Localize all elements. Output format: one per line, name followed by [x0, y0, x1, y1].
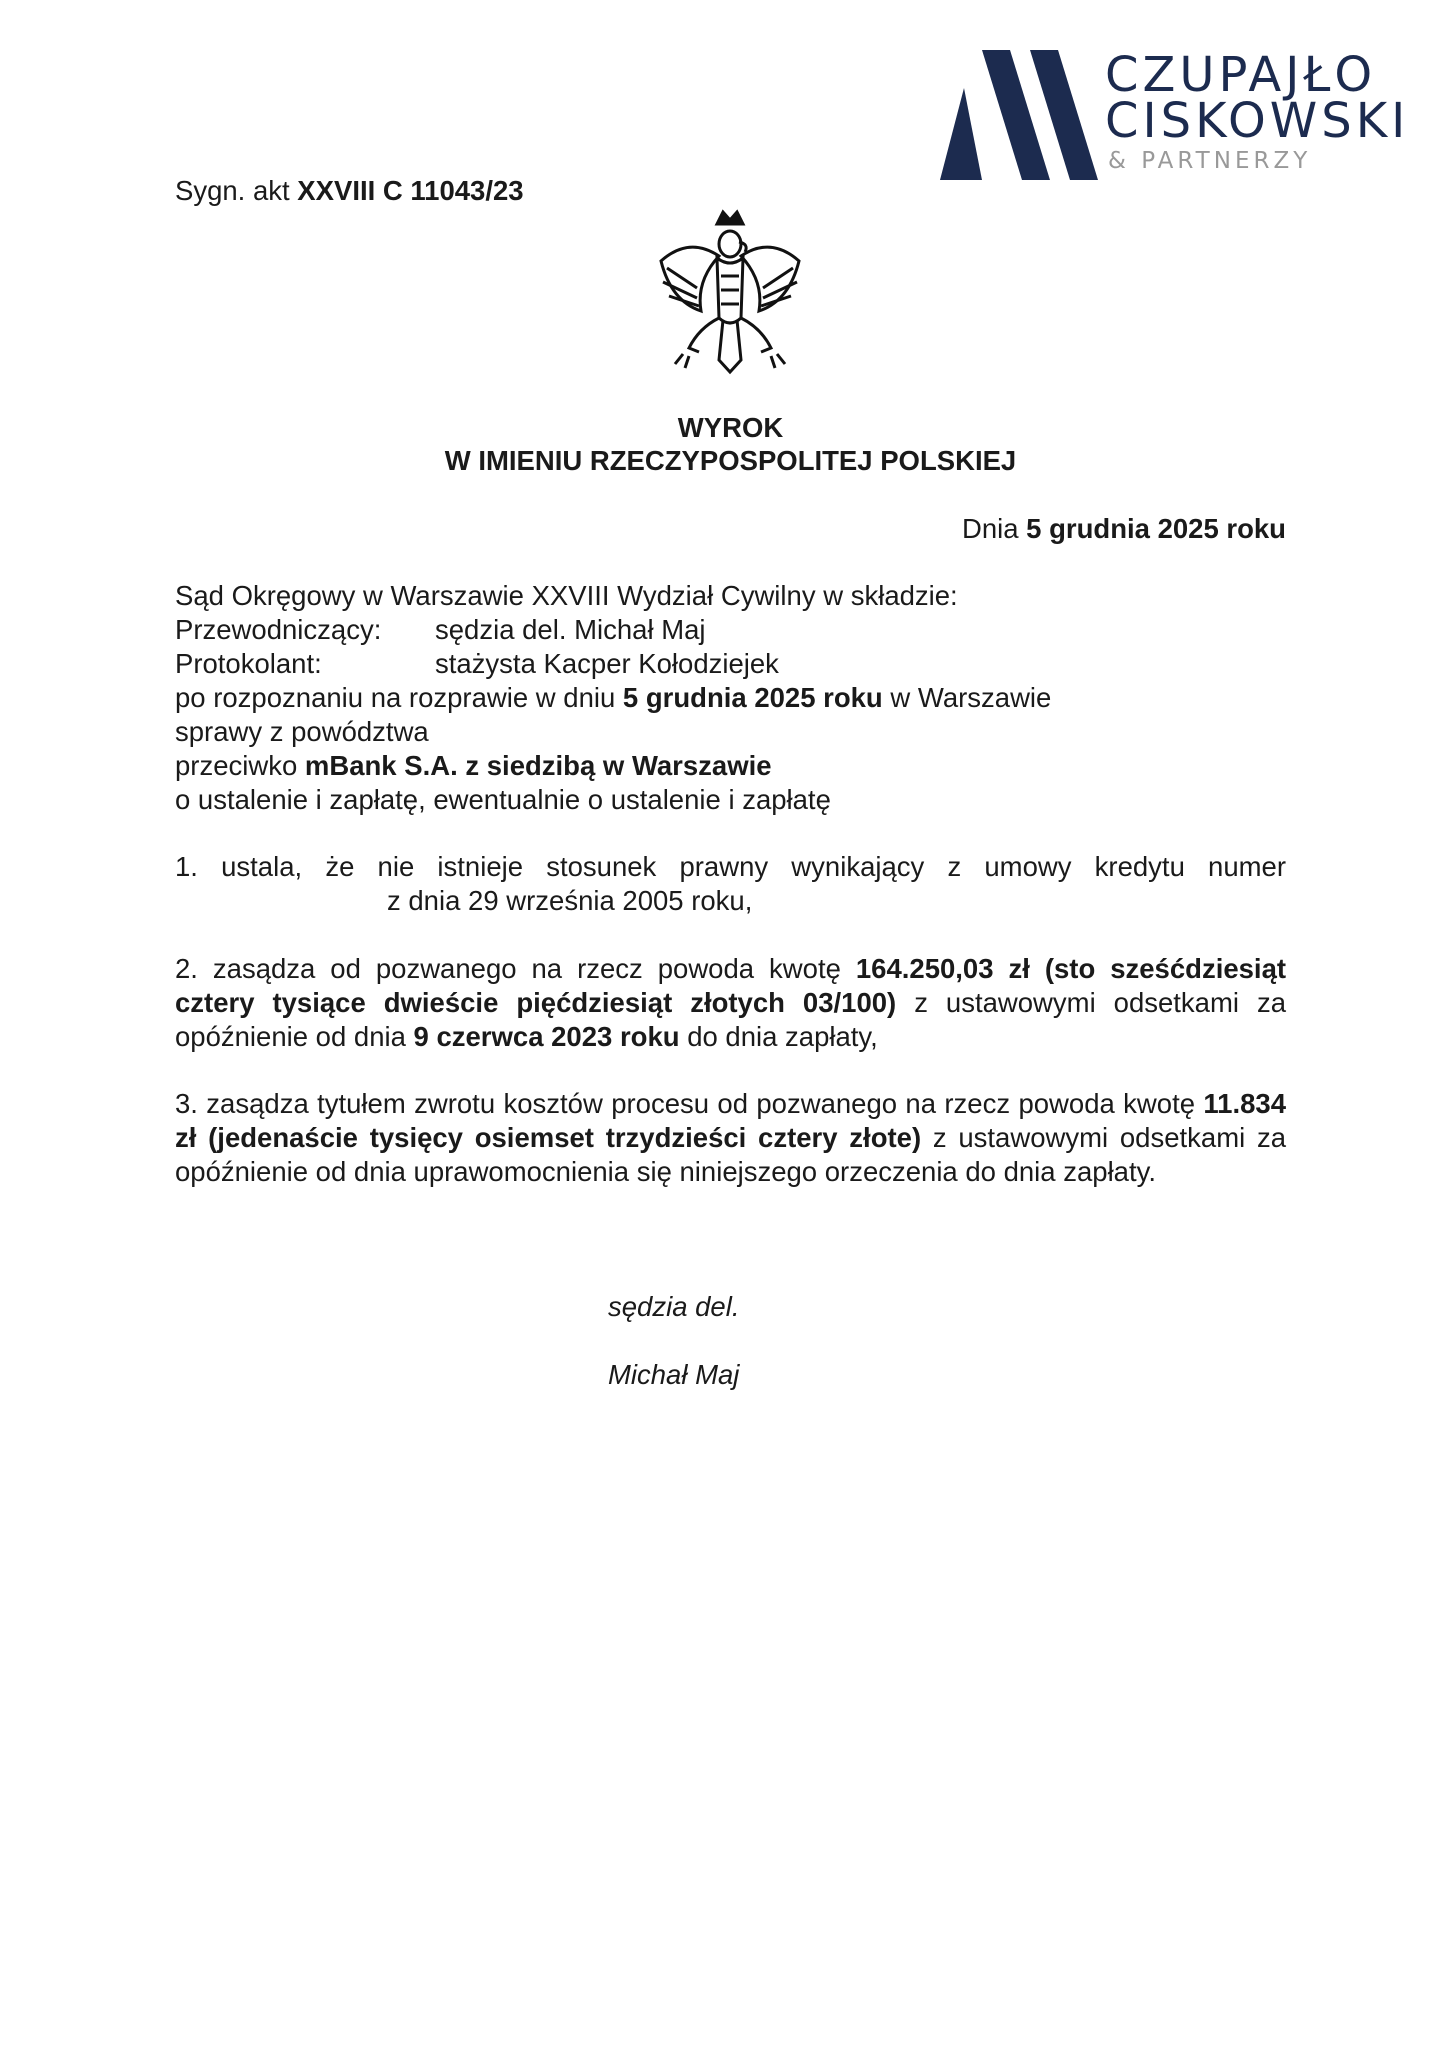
judgment-date — [962, 512, 1286, 546]
logo-line3: & PARTNERZY — [1108, 148, 1312, 174]
case-reference — [175, 174, 524, 208]
judgment-title: WYROK — [677, 412, 784, 443]
signature-title: sędzia del. — [608, 1291, 740, 1322]
logo-mark-icon — [940, 48, 1100, 183]
item-2-amount: 164.250,03 zł (sto sześćdziesiąt cztery tysiące dwieście pięćdziesiąt złotych 03/100) — [175, 953, 1287, 1018]
clerk-row — [175, 647, 779, 681]
chair-row — [175, 613, 706, 647]
logo-line1: CZUPAJŁO — [1105, 47, 1377, 103]
against-party: mBank S.A. z siedzibą w Warszawie — [304, 750, 772, 781]
hearing-suffix: w Warszawie — [890, 682, 1052, 713]
item-1-line2: z dnia 29 września 2005 roku, — [387, 885, 753, 916]
case-line: sprawy z powództwa — [175, 716, 429, 747]
item-2-text-c: z ustawowymi odsetkami za opóźnienie od dnia — [175, 987, 1287, 1052]
item-2-text-a: 2. zasądza od pozwanego na rzecz powoda kwotę — [175, 953, 841, 984]
clerk-label: Protokolant: — [175, 648, 322, 679]
hearing-line — [175, 681, 1051, 715]
item-2 — [175, 952, 1286, 1054]
subject-line: o ustalenie i zapłatę, ewentualnie o ustalenie i zapłatę — [175, 784, 831, 815]
logo-line2: CISKOWSKI — [1105, 93, 1410, 149]
signature-name: Michał Maj — [608, 1359, 740, 1390]
item-3-text-a: 3. zasądza tytułem zwrotu kosztów procesu od pozwanego na rzecz powoda kwotę — [175, 1088, 1196, 1119]
polish-eagle-emblem-icon — [655, 206, 805, 376]
chair-value: sędzia del. Michał Maj — [435, 614, 706, 645]
case-ref-value: XXVIII C 11043/23 — [297, 175, 524, 206]
case-ref-label: Sygn. akt — [175, 175, 290, 206]
chair-label: Przewodniczący: — [175, 614, 382, 645]
against-line — [175, 749, 772, 783]
judgment-subtitle: W IMIENIU RZECZYPOSPOLITEJ POLSKIEJ — [444, 445, 1017, 476]
against-prefix: przeciwko — [175, 750, 298, 781]
item-2-text-e: do dnia zapłaty, — [687, 1021, 878, 1052]
item-3 — [175, 1087, 1286, 1189]
item-3-text-c: z ustawowymi odsetkami za opóźnienie od dnia uprawomocnienia się niniejszego orzeczenia do dnia zapłaty. — [175, 1122, 1287, 1187]
date-prefix: Dnia — [961, 513, 1019, 544]
item-2-date: 9 czerwca 2023 roku — [413, 1021, 680, 1052]
law-firm-logo — [940, 48, 1440, 183]
hearing-date: 5 grudnia 2025 roku — [622, 682, 883, 713]
clerk-value: stażysta Kacper Kołodziejek — [435, 648, 779, 679]
item-3-amount: 11.834 zł (jedenaście tysięcy osiemset trzydzieści cztery złote) — [175, 1088, 1286, 1153]
item-1-line1: 1. ustala, że nie istnieje stosunek prawny wynikający z umowy kredytu numer — [175, 851, 1286, 882]
date-value: 5 grudnia 2025 roku — [1026, 513, 1286, 544]
court-composition: Sąd Okręgowy w Warszawie XXVIII Wydział Cywilny w składzie: — [175, 580, 958, 611]
hearing-prefix: po rozpoznaniu na rozprawie w dniu — [175, 682, 616, 713]
